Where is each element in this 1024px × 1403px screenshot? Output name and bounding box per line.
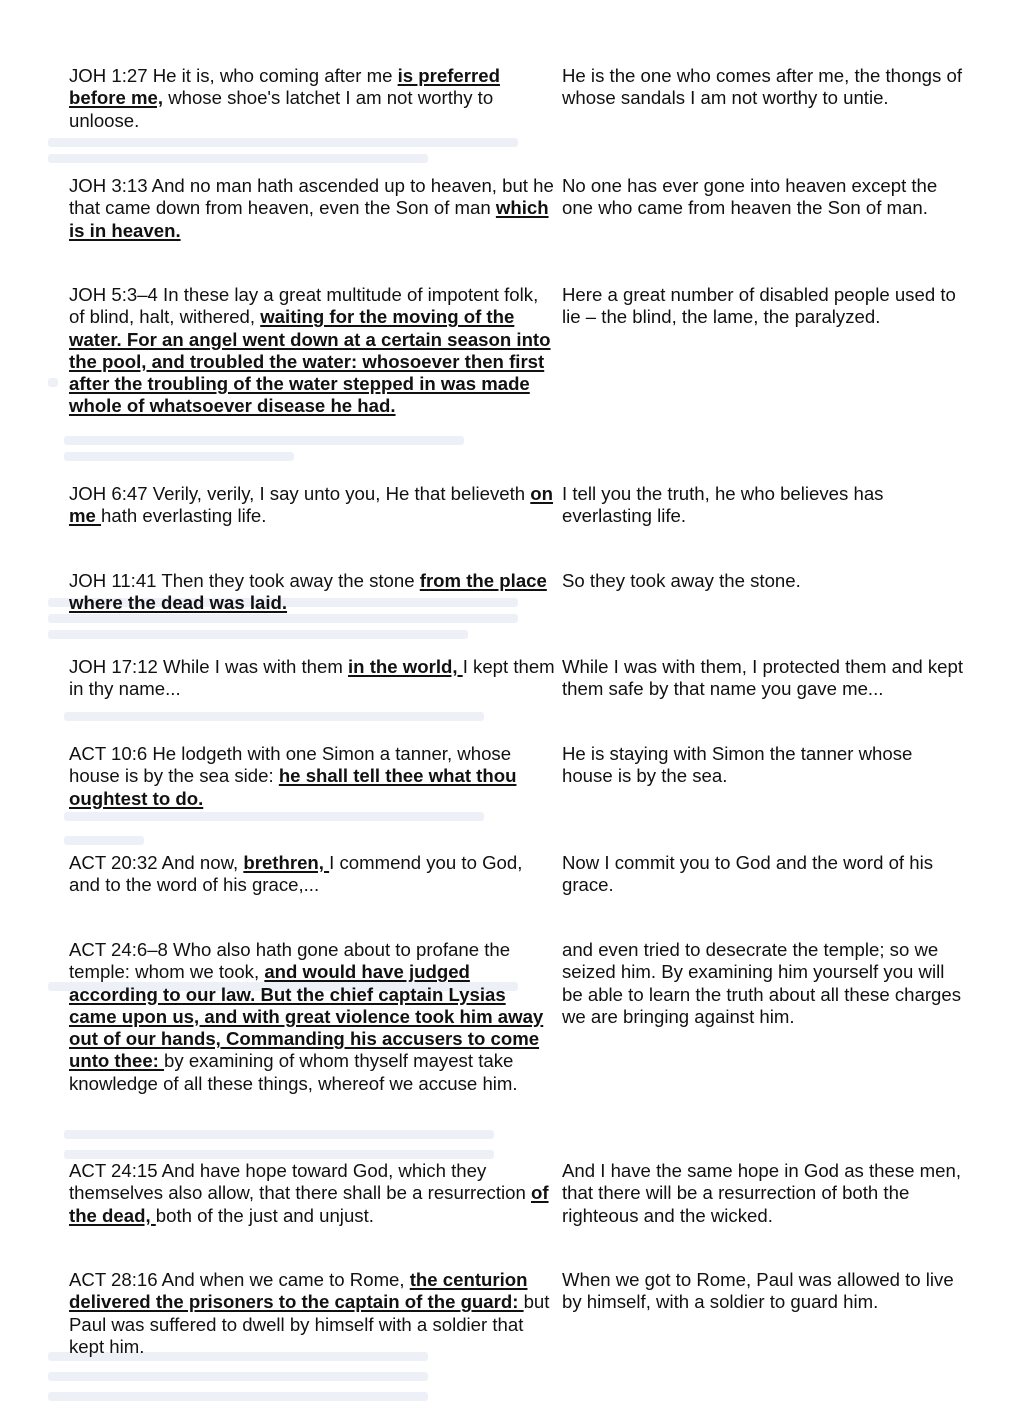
modern-verse-text: He is the one who comes after me, the thongs of whose sandals I am not worthy to untie. <box>562 65 962 109</box>
modern-verse-text: Here a great number of disabled people used to lie – the blind, the lame, the paralyzed. <box>562 284 956 328</box>
modern-verse-text: I tell you the truth, he who believes has everlasting life. <box>562 483 884 527</box>
modern-verse-text: While I was with them, I protected them and kept them safe by that name you gave me... <box>562 656 963 700</box>
underlined-phrase: which is in heaven. <box>69 197 549 241</box>
verse-segment: JOH 11:41 Then they took away the stone <box>69 570 420 591</box>
modern-verse-text: When we got to Rome, Paul was allowed to live by himself, with a soldier to guard him. <box>562 1269 954 1313</box>
verse-segment: I kept them in thy name... <box>69 656 555 700</box>
verse-segment: ACT 28:16 And when we came to Rome, <box>69 1269 410 1290</box>
underlined-phrase: brethren, <box>243 852 330 873</box>
underlined-phrase: the centurion delivered the prisoners to the captain of the guard: <box>69 1269 528 1313</box>
verse-segment: JOH 1:27 He it is, who coming after me <box>69 65 398 86</box>
underlined-phrase: of the dead, <box>69 1182 549 1226</box>
underlined-phrase: from the place where the dead was laid. <box>69 570 547 614</box>
kjv-verse-text <box>69 570 555 615</box>
verse-segment: by examining of whom thyself mayest take knowledge of all these things, whereof we accuse him. <box>69 1050 518 1094</box>
modern-verse-text: He is staying with Simon the tanner whose house is by the sea. <box>562 743 913 787</box>
underlined-phrase: he shall tell thee what thou oughtest to do. <box>69 765 517 809</box>
verse-segment: ACT 24:15 And have hope toward God, which they themselves also allow, that there shall be a resurrection <box>69 1160 531 1204</box>
kjv-verse-text <box>69 65 555 132</box>
verse-segment: JOH 5:3–4 In these lay a great multitude of impotent folk, of blind, halt, withered, <box>69 284 539 328</box>
kjv-verse-text <box>69 743 555 810</box>
underlined-phrase: in the world, <box>348 656 463 677</box>
verse-segment: JOH 3:13 And no man hath ascended up to heaven, but he that came down from heaven, even the Son of man <box>69 175 554 219</box>
verse-segment: hath everlasting life. <box>101 505 267 527</box>
modern-verse-text: So they took away the stone. <box>562 570 801 591</box>
kjv-verse-text <box>69 656 555 701</box>
kjv-verse-text <box>69 1269 555 1358</box>
verse-segment: both of the just and unjust. <box>155 1204 374 1226</box>
verse-segment: whose shoe's latchet I am not worthy to unloose. <box>69 87 494 131</box>
kjv-verse-text <box>69 483 555 528</box>
verse-segment: but Paul was suffered to dwell by himself with a soldier that kept him. <box>69 1291 550 1357</box>
kjv-verse-text <box>69 1160 555 1227</box>
underlined-phrase: is preferred before me, <box>69 65 500 109</box>
underlined-phrase: on me <box>69 483 553 527</box>
kjv-verse-text <box>69 175 555 242</box>
verse-segment: JOH 6:47 Verily, verily, I say unto you, He that believeth <box>69 483 531 504</box>
kjv-verse-text <box>69 939 555 1095</box>
modern-verse-text: Now I commit you to God and the word of his grace. <box>562 852 934 896</box>
kjv-verse-text <box>69 852 555 897</box>
verse-segment: ACT 24:6–8 Who also hath gone about to profane the temple: whom we took, <box>69 939 511 983</box>
verse-segment: JOH 17:12 While I was with them <box>69 656 349 677</box>
kjv-verse-text <box>69 284 555 418</box>
underlined-phrase: waiting for the moving of the water. For an angel went down at a certain season into the pool, and troubled the water: whosoever then first after the troubling of the water stepped in was made whole of whatsoever disease he had. <box>69 306 551 417</box>
verse-segment: ACT 10:6 He lodgeth with one Simon a tanner, whose house is by the sea side: <box>69 743 512 787</box>
modern-verse-text: No one has ever gone into heaven except the one who came from heaven the Son of man. <box>562 175 938 219</box>
modern-verse-text: And I have the same hope in God as these men, that there will be a resurrection of both the righteous and the wicked. <box>562 1160 961 1226</box>
verse-segment: ACT 20:32 And now, <box>69 852 244 873</box>
verse-segment: I commend you to God, and to the word of his grace,... <box>69 852 523 896</box>
modern-verse-text: and even tried to desecrate the temple; so we seized him. By examining him yourself you will be able to learn the truth about all these charges we are bringing against him. <box>562 939 962 1027</box>
underlined-phrase: and would have judged according to our law. But the chief captain Lysias came upon us, and with great violence took him away out of our hands, Commanding his accusers to come unto thee: <box>69 961 544 1072</box>
